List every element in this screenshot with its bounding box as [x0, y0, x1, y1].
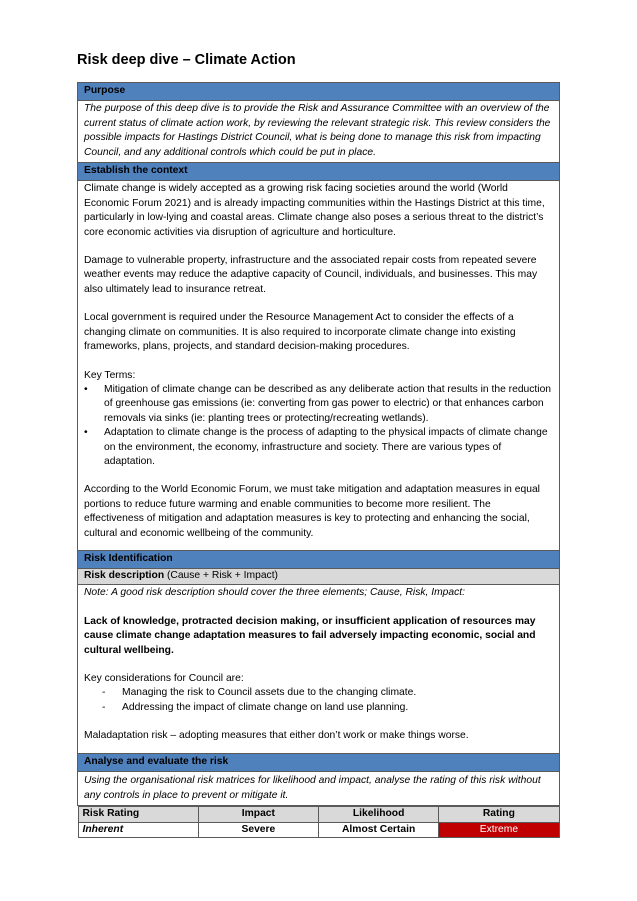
key-term-adaptation: • Adaptation to climate change is the process of adapting to the physical impacts of climate change on the environment, the economy, infrastructure and society. There are various types of adaptation. [104, 426, 553, 469]
purpose-heading: Purpose [78, 83, 560, 101]
col-risk-rating: Risk Rating [78, 807, 198, 823]
key-terms-label: Key Terms: [84, 369, 136, 381]
key-terms-list [84, 383, 553, 469]
context-paragraph-4: According to the World Economic Forum, we must take mitigation and adaptation measures in equal portions to reduce future warming and enable communities to become more resilient. The effectiveness of mitigation and adaptation measures is key to protecting and enhancing the social, cultural and economic wellbeing of the community. [84, 484, 540, 539]
risk-identification-heading: Risk Identification [78, 550, 560, 568]
key-considerations-label: Key considerations for Council are: [84, 673, 244, 684]
analyse-instruction: Using the organisational risk matrices for likelihood and impact, analyse the rating of this risk without any controls in place to prevent or mitigate it. [78, 772, 560, 806]
rating-table-cell [78, 806, 560, 839]
risk-description-header [78, 569, 560, 585]
page-title: Risk deep dive – Climate Action [77, 52, 296, 68]
risk-description-body [78, 585, 560, 753]
inherent-label: Inherent [78, 822, 198, 838]
context-paragraph-2: Damage to vulnerable property, infrastructure and the associated repair costs from repeated severe weather events may reduce the adaptive capacity of Council, individuals, and businesses. This may also ultimately lead to insurance retreat. [84, 255, 538, 295]
inherent-rating-badge: Extreme [439, 822, 559, 838]
analyse-heading: Analyse and evaluate the risk [78, 753, 560, 771]
consideration-land-use: - Addressing the impact of climate change on land use planning. [122, 701, 553, 715]
context-paragraph-3: Local government is required under the Resource Management Act to consider the effects of a changing climate on communities. It is also required to incorporate climate change into existing frameworks, plans, projects, and standard decision-making procedures. [84, 312, 516, 353]
context-heading: Establish the context [78, 163, 560, 181]
col-likelihood: Likelihood [319, 807, 439, 823]
risk-description-suffix: (Cause + Risk + Impact) [164, 570, 278, 582]
col-rating: Rating [439, 807, 559, 823]
purpose-text: The purpose of this deep dive is to provide the Risk and Assurance Committee with an overview of the current status of climate action work, by reviewing the relevant strategic risk. This review considers the possible impacts for Hastings District Council, what is being done to manage this risk from impacting Council, and any additional controls which could be put in place. [78, 101, 560, 163]
rating-header-row [78, 807, 559, 823]
key-considerations-list [84, 686, 553, 715]
col-impact: Impact [198, 807, 318, 823]
risk-statement: Lack of knowledge, protracted decision making, or insufficient application of resources may cause climate change adaptation measures to fail adversely impacting economic, social and cultural wellbeing. [84, 615, 536, 656]
maladaptation-risk: Maladaptation risk – adopting measures that either don’t work or make things worse. [84, 730, 469, 742]
risk-deep-dive-table [77, 82, 560, 838]
context-body [78, 181, 560, 551]
inherent-impact: Severe [198, 822, 318, 838]
consideration-assets: - Managing the risk to Council assets due to the changing climate. [122, 686, 553, 700]
rating-row-inherent [78, 822, 559, 838]
key-term-mitigation: • Mitigation of climate change can be described as any deliberate action that results in the reduction of greenhouse gas emissions (ie: converting from gas power to electric) or that enhances carbon removals via sinks (ie: planting trees or protecting/recreating wetlands). [104, 383, 553, 426]
inherent-likelihood: Almost Certain [319, 822, 439, 838]
risk-description-note: Note: A good risk description should cover the three elements; Cause, Risk, Impact: [84, 587, 465, 599]
risk-rating-table [78, 806, 560, 838]
context-paragraph-1: Climate change is widely accepted as a growing risk facing societies around the world (World Economic Forum 2021) and is already impacting communities within the Hastings District at this time, particularly in low-lying and coastal areas. Climate change also poses a serious threat to the district’s core economic activities via disruption of agriculture and horticulture. [84, 183, 545, 238]
risk-description-label: Risk description [84, 570, 165, 582]
